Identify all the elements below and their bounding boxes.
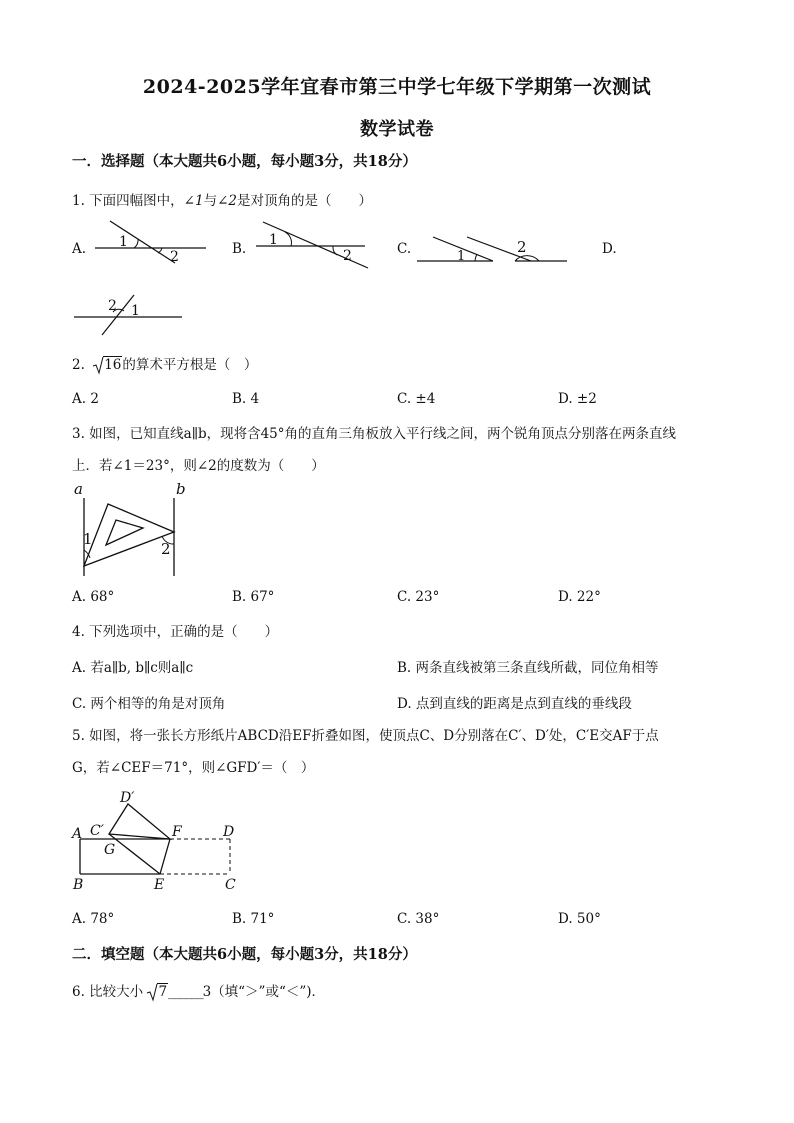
q5-label-B: B [73,877,84,893]
question-1-stem [72,189,372,209]
q3-option-b[interactable]: B. 67° [232,589,275,605]
q3-option-a[interactable]: A. 68° [72,589,115,605]
q1-figure-a [90,218,210,268]
q5-figure [70,786,250,896]
q5-option-d[interactable]: D. 50° [558,911,601,927]
q3-label-a: a [74,480,83,498]
question-3-line2: 上．若∠1＝23°，则∠2的度数为（ ） [72,458,325,474]
q2-stem-text: 的算术平方根是（ ） [122,357,258,373]
q3-label-2: 2 [161,540,171,558]
q2-option-b[interactable]: B. 4 [232,391,260,407]
section-heading-fill: 二．填空题（本大题共6小题，每小题3分，共18分） [72,946,417,963]
q1a-label-1: 1 [119,234,128,250]
q1-option-d[interactable]: D. [602,241,617,257]
question-3-line1: 3. 如图，已知直线a∥b，现将含45°角的直角三角板放入平行线之间，两个锐角顶点分别落在两条直线 [72,426,677,442]
q1-figure-b [253,220,373,270]
q2-option-d[interactable]: D. ±2 [558,391,597,407]
q2-num: 2. [72,357,85,373]
q2-option-c[interactable]: C. ±4 [397,391,436,407]
question-5-line2: G，若∠CEF＝71°，则∠GFD′＝（ ） [72,760,315,776]
q5-label-C1: C′ [90,823,104,839]
q1b-label-1: 1 [269,232,278,248]
q1c-label-2: 2 [517,238,527,256]
q4-option-a[interactable]: A. 若a∥b, b∥c则a∥c [72,660,194,676]
q1d-label-1: 1 [131,303,140,319]
q5-label-E: E [154,877,165,893]
q1-angle2: ∠2 [217,193,237,209]
sqrt-icon [93,357,122,373]
q5-label-A: A [72,826,83,842]
q5-option-a[interactable]: A. 78° [72,911,115,927]
sqrt-icon [147,984,168,1000]
section-heading-choice: 一．选择题（本大题共6小题，每小题3分，共18分） [72,153,417,170]
q3-option-d[interactable]: D. 22° [558,589,601,605]
q1c-label-1: 1 [457,249,466,264]
q1-angle1: ∠1 [183,193,204,209]
q5-option-c[interactable]: C. 38° [397,911,440,927]
q1b-label-2: 2 [343,248,352,264]
q2-option-a[interactable]: A. 2 [72,391,99,407]
page-subtitle: 数学试卷 [360,119,434,140]
q3-option-c[interactable]: C. 23° [397,589,440,605]
q1-mid: 与 [203,193,218,209]
q1-stem-a: 1. 下面四幅图中， [72,193,184,209]
question-2-stem [72,353,257,373]
q6-blank[interactable]: ______ [168,984,203,1000]
page-title: 2024-2025学年宜春市第三中学七年级下学期第一次测试 [142,76,652,98]
q1-option-b[interactable]: B. [232,241,247,257]
q4-option-b[interactable]: B. 两条直线被第三条直线所截，同位角相等 [397,660,659,676]
question-4-stem: 4. 下列选项中，正确的是（ ） [72,624,279,640]
q1-stem-b: 是对顶角的是（ ） [236,193,372,209]
q5-label-C: C [225,877,236,893]
q2-radicand: 16 [104,357,122,373]
q1a-label-2: 2 [170,249,179,265]
q1-figure-d [72,290,192,340]
q3-label-b: b [176,480,186,498]
q4-option-d[interactable]: D. 点到直线的距离是点到直线的垂线段 [397,696,632,712]
q1-figure-c [415,230,575,270]
q3-label-1: 1 [83,530,93,548]
q6-radicand: 7 [158,984,168,1000]
q4-option-c[interactable]: C. 两个相等的角是对顶角 [72,696,226,712]
q5-option-b[interactable]: B. 71° [232,911,275,927]
q6-prefix: 6. 比较大小 [72,984,144,1000]
question-6-stem [72,980,325,1000]
q1d-label-2: 2 [108,298,117,314]
q5-label-F: F [172,824,182,840]
q5-label-G: G [104,842,116,858]
q5-label-D1: D′ [120,790,135,806]
q5-label-D: D [223,824,235,840]
q6-suffix: 3（填“＞”或“＜”)． [202,984,326,1000]
question-5-line1: 5. 如图，将一张长方形纸片ABCD沿EF折叠如图，使顶点C、D分别落在C′、D′处，C′E交AF于点 [72,728,659,744]
q1-option-a[interactable]: A. [72,241,87,257]
q3-figure [70,480,190,582]
q1-option-c[interactable]: C. [397,241,412,257]
